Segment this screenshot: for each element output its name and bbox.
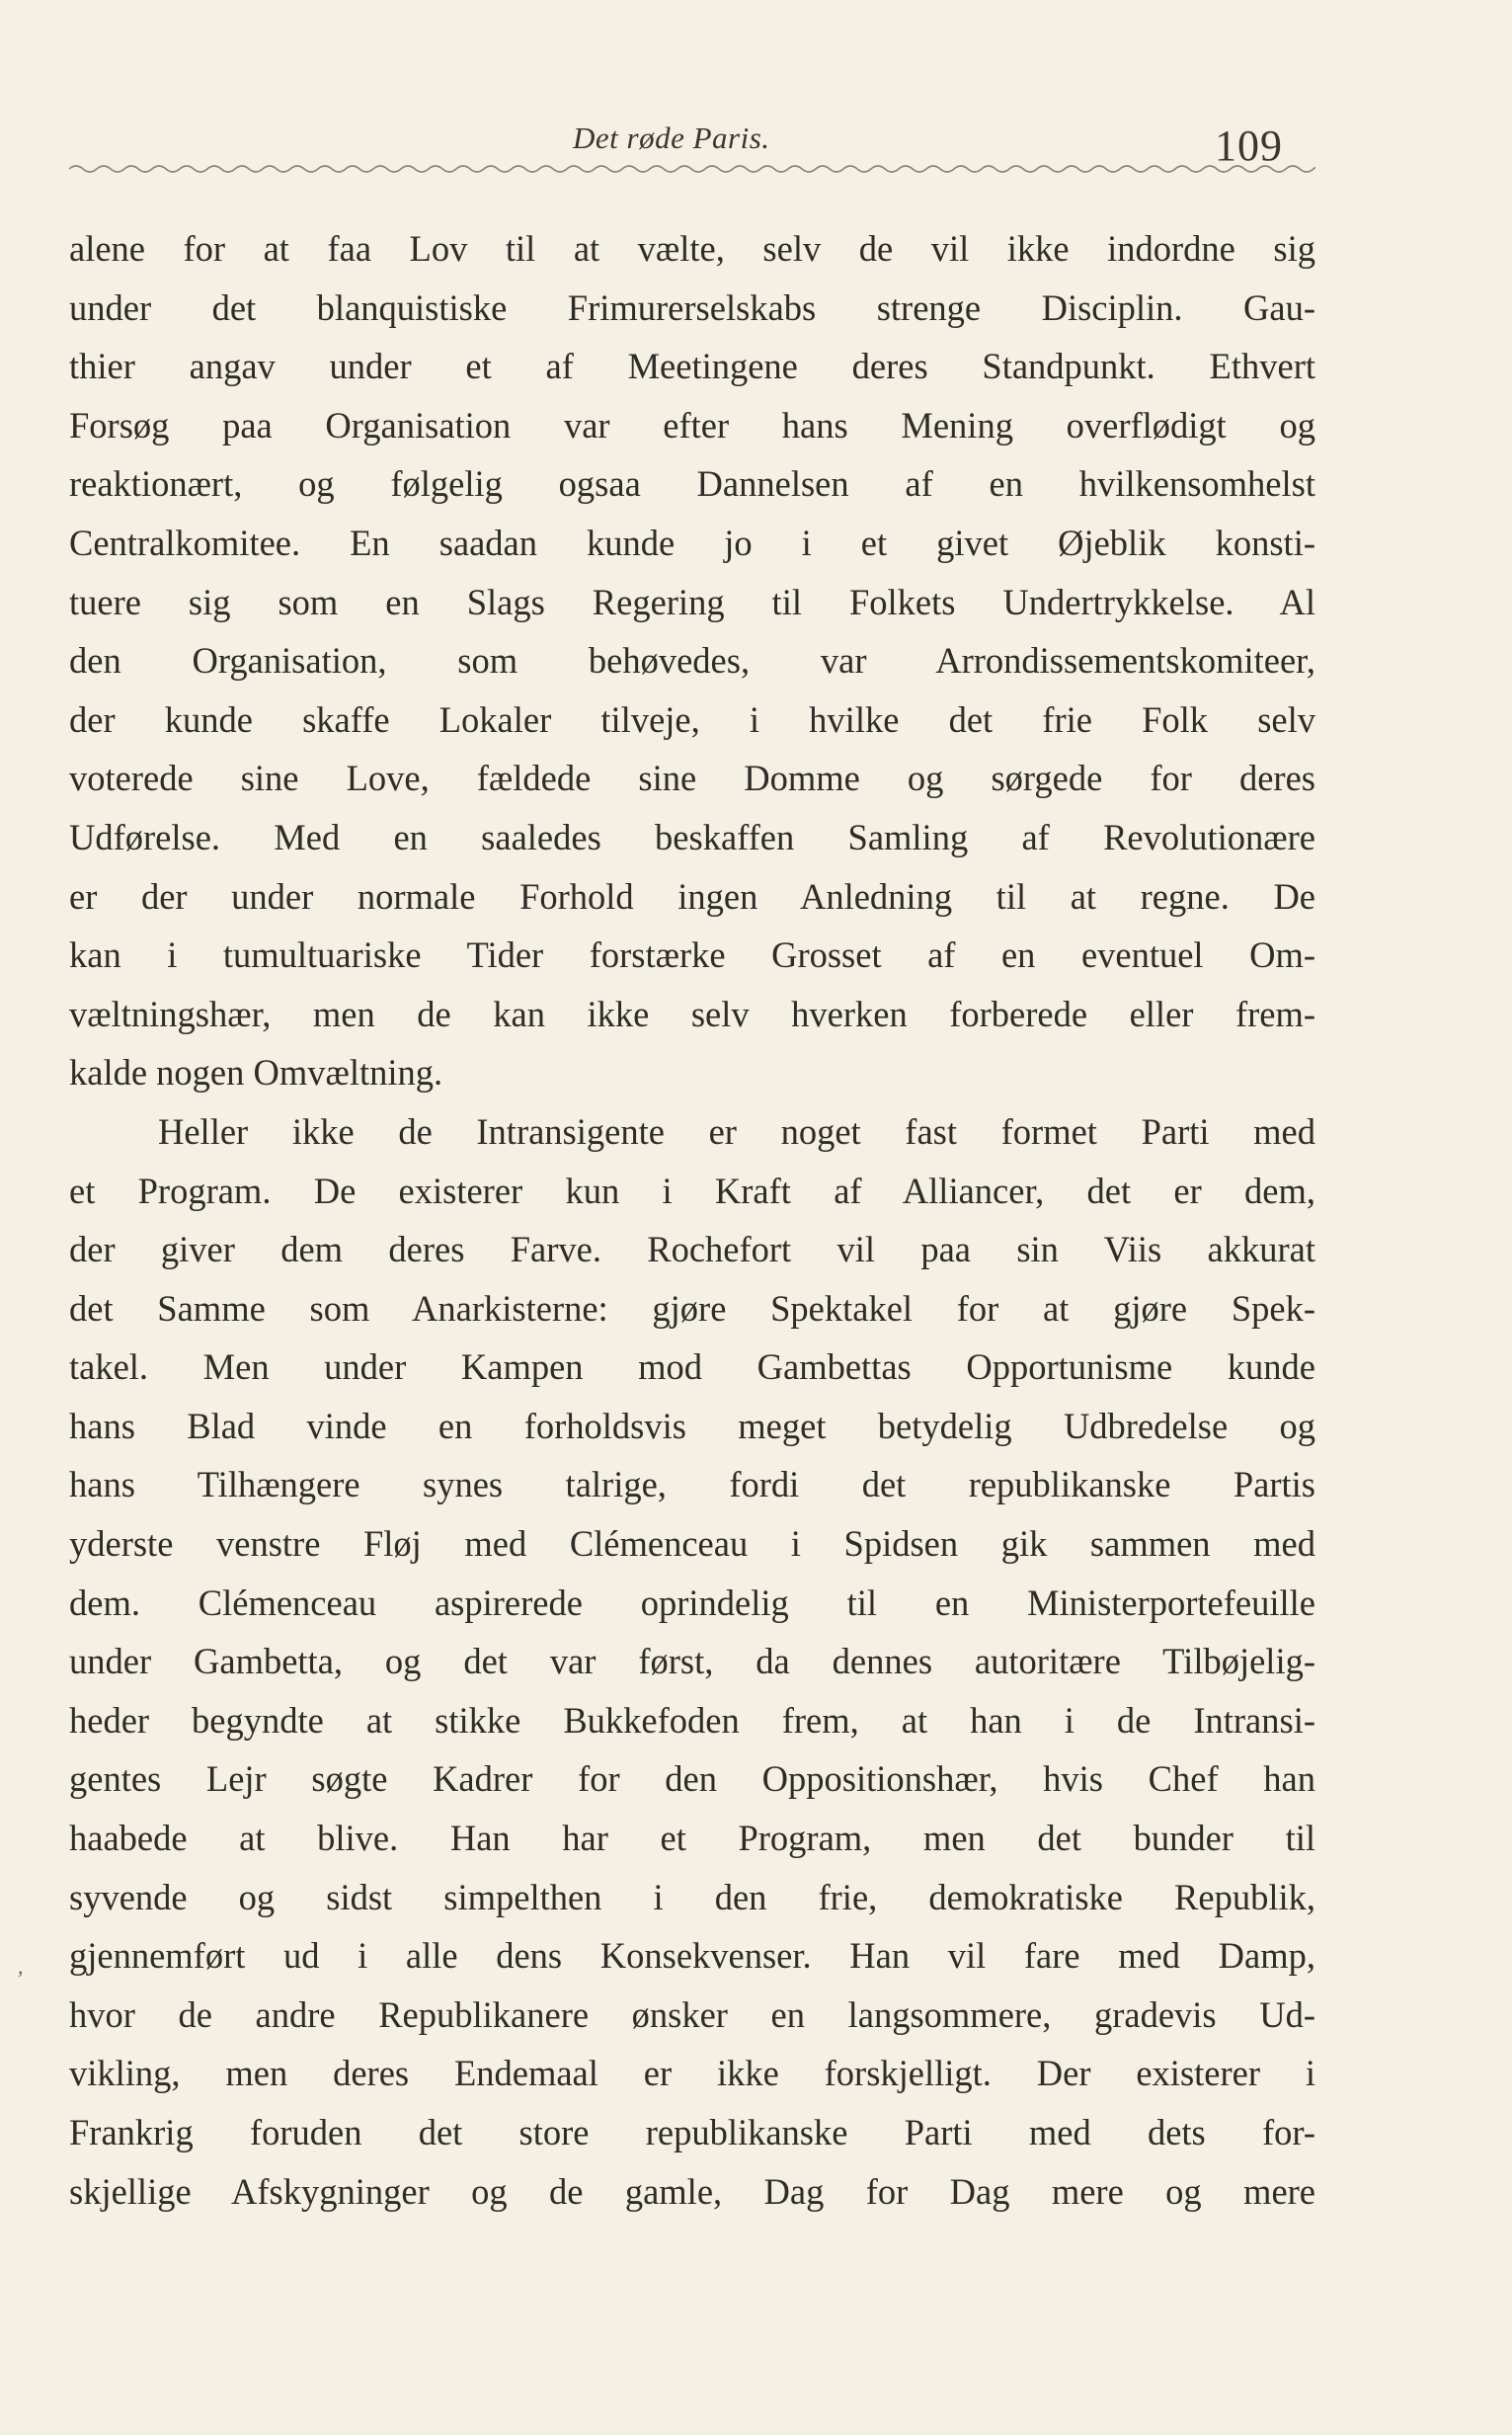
text-line: Udførelse. Med en saaledes beskaffen Samling af Revolutionære bbox=[69, 816, 1315, 857]
text-line: er der under normale Forhold ingen Anledning til at regne. De bbox=[69, 875, 1315, 917]
text-line: hans Blad vinde en forholdsvis meget betydelig Udbredelse og bbox=[69, 1405, 1315, 1446]
text-line: væltningshær, men de kan ikke selv hverken forberede eller frem- bbox=[69, 993, 1315, 1034]
text-line: der giver dem deres Farve. Rochefort vil paa sin Viis akkurat bbox=[69, 1229, 1315, 1270]
text-line: gentes Lejr søgte Kadrer for den Oppositionshær, hvis Chef han bbox=[69, 1758, 1315, 1800]
text-line: reaktionært, og følgelig ogsaa Dannelsen af en hvilkensomhelst bbox=[69, 463, 1315, 505]
paragraph-first-line: Heller ikke de Intransigente er noget fast formet Parti med bbox=[158, 1110, 1315, 1152]
text-line: hvor de andre Republikanere ønsker en langsommere, gradevis Ud- bbox=[69, 1993, 1315, 2035]
text-line: takel. Men under Kampen mod Gambettas Opportunisme kunde bbox=[69, 1346, 1315, 1388]
text-line: tuere sig som en Slags Regering til Folkets Undertrykkelse. Al bbox=[69, 581, 1315, 622]
text-line: thier angav under et af Meetingene deres Standpunkt. Ethvert bbox=[69, 346, 1315, 387]
body-text bbox=[69, 219, 1315, 2221]
wavy-ornament-rule bbox=[69, 158, 1315, 180]
text-line: Centralkomitee. En saadan kunde jo i et givet Øjeblik konsti- bbox=[69, 522, 1315, 563]
text-line: den Organisation, som behøvedes, var Arrondissementskomiteer, bbox=[69, 640, 1315, 682]
text-line: under det blanquistiske Frimurerselskabs strenge Disciplin. Gau- bbox=[69, 286, 1315, 328]
text-line: alene for at faa Lov til at vælte, selv de vil ikke indordne sig bbox=[69, 228, 1315, 269]
text-line: heder begyndte at stikke Bukkefoden frem, at han i de Intransi- bbox=[69, 1699, 1315, 1741]
text-line: vikling, men deres Endemaal er ikke forskjelligt. Der existerer i bbox=[69, 2053, 1315, 2094]
text-line: Forsøg paa Organisation var efter hans Mening overflødigt og bbox=[69, 404, 1315, 446]
text-line: skjellige Afskygninger og de gamle, Dag for Dag mere og mere bbox=[69, 2170, 1315, 2212]
text-line: Frankrig foruden det store republikanske Parti med dets for- bbox=[69, 2112, 1315, 2152]
running-title: Det røde Paris. bbox=[573, 121, 770, 155]
text-line: syvende og sidst simpelthen i den frie, demokratiske Republik, bbox=[69, 1876, 1315, 1917]
text-line: under Gambetta, og det var først, da dennes autoritære Tilbøjelig- bbox=[69, 1641, 1315, 1682]
paragraph-last-line: kalde nogen Omvæltning. bbox=[69, 1052, 443, 1094]
text-line: et Program. De existerer kun i Kraft af Alliancer, det er dem, bbox=[69, 1170, 1315, 1211]
text-line: gjennemført ud i alle dens Konsekvenser. Han vil fare med Damp, bbox=[69, 1935, 1315, 1977]
text-line: yderste venstre Fløj med Clémenceau i Spidsen gik sammen med bbox=[69, 1523, 1315, 1565]
text-line: hans Tilhængere synes talrige, fordi det republikanske Partis bbox=[69, 1464, 1315, 1505]
page-number: 109 bbox=[1215, 122, 1283, 170]
text-line: haabede at blive. Han har et Program, men det bunder til bbox=[69, 1818, 1315, 1859]
margin-mark: , bbox=[18, 1954, 24, 1979]
text-line: der kunde skaffe Lokaler tilveje, i hvilke det frie Folk selv bbox=[69, 698, 1315, 740]
text-line: kan i tumultuariske Tider forstærke Grosset af en eventuel Om- bbox=[69, 934, 1315, 976]
text-line: det Samme som Anarkisterne: gjøre Spektakel for at gjøre Spek- bbox=[69, 1287, 1315, 1329]
text-line: dem. Clémenceau aspirerede oprindelig til en Ministerportefeuille bbox=[69, 1582, 1315, 1623]
text-line: voterede sine Love, fældede sine Domme og sørgede for deres bbox=[69, 758, 1315, 799]
